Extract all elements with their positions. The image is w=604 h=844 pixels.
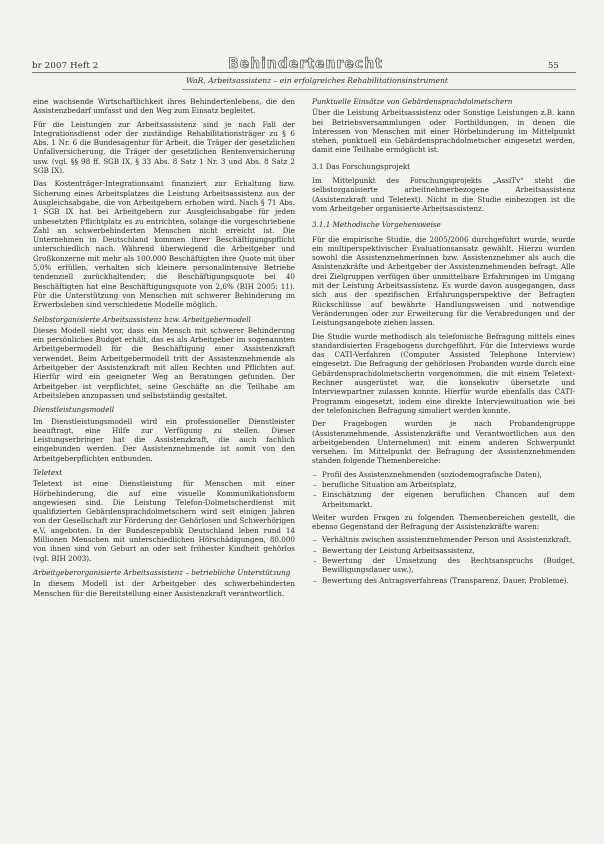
issue-label: br 2007 Heft 2 [32, 61, 99, 71]
paragraph: Im Dienstleistungsmodell wird ein professioneller Dienstleister beauftragt, eine Hilfe zur Verfügung zu stellen. Dieser Leistungserbringer hat die Assistenzkraft, die auch fachlich eingebunden werden. Der Assistenznehmende ist somit von den Arbeitgeberpflichten entbunden. [33, 416, 295, 463]
paragraph: Die Studie wurde methodisch als telefonische Befragung mittels eines standardisierten Fragebogens durchgeführt. Für die Interviews wurde das CATI-Verfahren (Computer Assisted Telephone Interview) eingesetzt. Die Befragung der gehörlosen Probanden wurde durch eine Gebärdensprachdolmetscherin vorgenommen, die mit einem Teletext-Rechner ausgerüstet war, die konsekutiv übersetzte und Interviewpartner zulassen konnte. Hierfür wurde ebenfalls das CATI-Programm eingesetzt, indem eine direkte Interviewsituation wie bei der telefonischen Befragung simuliert werden konnte. [312, 331, 575, 415]
paragraph: Für die empirische Studie, die 2005/2006 durchgeführt wurde, wurde ein multiperspektivischer Evaluationsansatz gewählt. Hierzu wurden sowohl die Assistenznehmerinnen bzw. Assistenznehmer als auch die Assistenzkräfte und Arbeitgeber der Assistenznehmenden befragt. Alle drei Zielgruppen verfügen über unmittelbare Erfahrungen im Umgang mit der Leistung Arbeitsassistenz. Es wurde davon ausgegangen, dass sich aus der spezifischen Erfahrungsperspektive der Befragten Rückschlüsse auf bewährte Handlungsweisen und notwendige Veränderungen oder zur Erweiterung für die Verabredungen und der Leistungsangebote ziehen lassen. [312, 234, 575, 328]
list-item: – berufliche Situation am Arbeitsplatz, [322, 480, 575, 489]
page-number: 55 [548, 61, 559, 71]
paragraph: Der Fragebogen wurden je nach Probandengruppe (Assistenznehmende, Assistenzkräfte und Verantwortlichen aus den arbeitgebenden Unternehmen) mit einem anderen Schwerpunkt versehen. Im Mittelpunkt der Befragung der Assistenznehmenden standen folgende Themenbereiche: [312, 419, 575, 466]
list-item: – Verhältnis zwischen assistenznehmender Person und Assistenzkraft, [322, 535, 575, 544]
paragraph: Teletext ist eine Dienstleistung für Menschen mit einer Hörbehinderung, die auf eine visuelle Kommunikationsform angewiesen sind. Die Leistung Telefon-Dolmetscherdienst mit qualifizierten Gebärdensprachdolmetschern wird seit einigen Jahren von der Gesellschaft zur Förderung der Gehörlosen und Schwerhörigen e.V. angeboten. In der Bundesrepublik Deutschland leben rund 14 Millionen Menschen mit unterschiedlichen Hörschädigungen, 80.000 von ihnen sind von Geburt an oder seit frühester Kindheit gehörlos (vgl. BIH 2003). [33, 479, 295, 563]
article-subtitle: WaR, Arbeitsassistenz – ein erfolgreiches Rehabilitationsinstrument [186, 76, 448, 85]
subheading: Teletext [33, 467, 63, 477]
bullet-list [312, 470, 575, 509]
subheading: Punktuelle Einsätze von Gebärdensprachdolmetschern [312, 97, 513, 106]
right-column [312, 97, 575, 589]
header-rule [32, 72, 576, 73]
bullet-list [312, 535, 575, 584]
list-item: – Einschätzung der eigenen beruflichen Chancen auf dem Arbeitsmarkt. [322, 490, 575, 509]
paragraph: Weiter wurden Fragen zu folgenden Themenbereichen gestellt, die ebenso Gegenstand der Befragung der Assistenzkräfte waren: [312, 512, 575, 532]
section-heading: 3.1 Das Forschungsprojekt [312, 161, 411, 171]
paragraph: Dieses Modell sieht vor, dass ein Mensch mit schwerer Behinderung ein persönliches Budget erhält, das es als Arbeitgeber im sogenannten Arbeitgebermodell für die Beschäftigung einer Assistenzkraft verwendet. Beim Arbeitgebermodell tritt der Assistenznehmende als Arbeitgeber der Assistenzkraft mit allen Rechten und Pflichten auf. Hierfür wird ein geeigneter Weg an Beratungen gefunden. Der Arbeitgeber ist verpflichtet, seine Geschäfte an die Teilhabe am Arbeitsleben anzupassen und selbstständig gestaltet. [33, 325, 295, 400]
paragraph: Das Kostenträger-Integrationsamt finanziert zur Erhaltung bzw. Sicherung eines Arbeitsplatzes die Leistung Arbeitsassistenz aus der Ausgleichsabgabe, die von Arbeitgebern erhoben wird. Nach § 71 Abs. 1 SGB IX hat bei Arbeitgebern zur Ausgleichsabgabe für jeden unbesetzten Pflichtplatz es zu entrichten, solange die vorgeschriebene Zahl an schwerbehinderten Menschen nicht erreicht ist. Die Unternehmen in Deutschland kommen ihrer Beschäftigungspflicht unterschiedlich nach. Während überwiegend die Arbeitgeber und Großkonzerne mit mehr als 100.000 Beschäftigten ihre Quote mit über 5,0% erfüllen, verhalten sich kleinere personalintensive Betriebe tendenziell zurückhaltender; die Beschäftigungsquote bei 40 Beschäftigten hat eine Beschäftigungsquote von 2,6% (BIH 2005: 11). Für die Unterstützung von Menschen mit schwerer Behinderung im Erwerbsleben sind verschiedene Modelle möglich. [33, 179, 295, 310]
subtitle-rule [182, 89, 576, 90]
list-item: – Bewertung des Antragsverfahrens (Transparenz, Dauer, Probleme). [322, 576, 575, 585]
paragraph: Für die Leistungen zur Arbeitsassistenz sind je nach Fall der Integrationsdienst oder der zuständige Rehabilitationsträger zu § 6 Abs. 1 Nr. 6 die Bundesagentur für Arbeit, die Träger der gesetzlichen Unfallversicherung, die Träger der gesetzlichen Rentenversicherung usw. (vgl. §§ 98 ff. SGB IX, § 33 Abs. 8 Satz 1 Nr. 3 und Abs. 8 Satz 2 SGB IX). [33, 119, 295, 176]
journal-title: Behindertenrecht [228, 56, 383, 72]
list-item: – Bewertung der Umsetzung des Rechtsanspruchs (Budget, Bewilligungsdauer usw.), [322, 556, 575, 575]
paragraph: In diesem Modell ist der Arbeitgeber des schwerbehinderten Menschen für die Bereitstellung einer Assistenzkraft verantwortlich. [33, 579, 295, 598]
subheading: Arbeitgeberorganisierte Arbeitsassistenz – betriebliche Unterstützung [33, 567, 291, 577]
paragraph: Über die Leistung Arbeitsassistenz oder Sonstige Leistungen z.B. kann bei Betriebsversammlungen oder Fortbildungen, in denen die Interessen von Menschen mit einer Hörbehinderung im Mittelpunkt stehen, punktuell ein Gebärdensprachdolmetscher eingesetzt werden, damit eine Teilhabe ermöglicht ist. [312, 108, 575, 155]
subheading: Dienstleistungsmodell [33, 405, 115, 415]
left-column [33, 97, 295, 602]
paragraph: Im Mittelpunkt des Forschungsprojekts „AssiTv“ steht die selbstorganisierte arbeitnehmerbezogene Arbeitsassistenz (Assistenzkraft und Teletext). Nicht in die Studie einbezogen ist die vom Arbeitgeber organisierte Arbeitsassistenz. [312, 176, 575, 213]
subheading: Selbstorganisierte Arbeitsassistenz bzw. Arbeitgebermodell [33, 314, 251, 324]
list-item: – Profil des Assistenznehmenden (soziodemografische Daten), [322, 470, 575, 479]
section-heading: 3.1.1 Methodische Vorgehensweise [312, 220, 441, 230]
paragraph: eine wachsende Wirtschaftlichkeit ihres Behindertenlebens, die den Assistenzbedarf umfasst und den Weg zum Einsatz begleitet. [33, 97, 295, 116]
list-item: – Bewertung der Leistung Arbeitsassistenz, [322, 546, 575, 555]
